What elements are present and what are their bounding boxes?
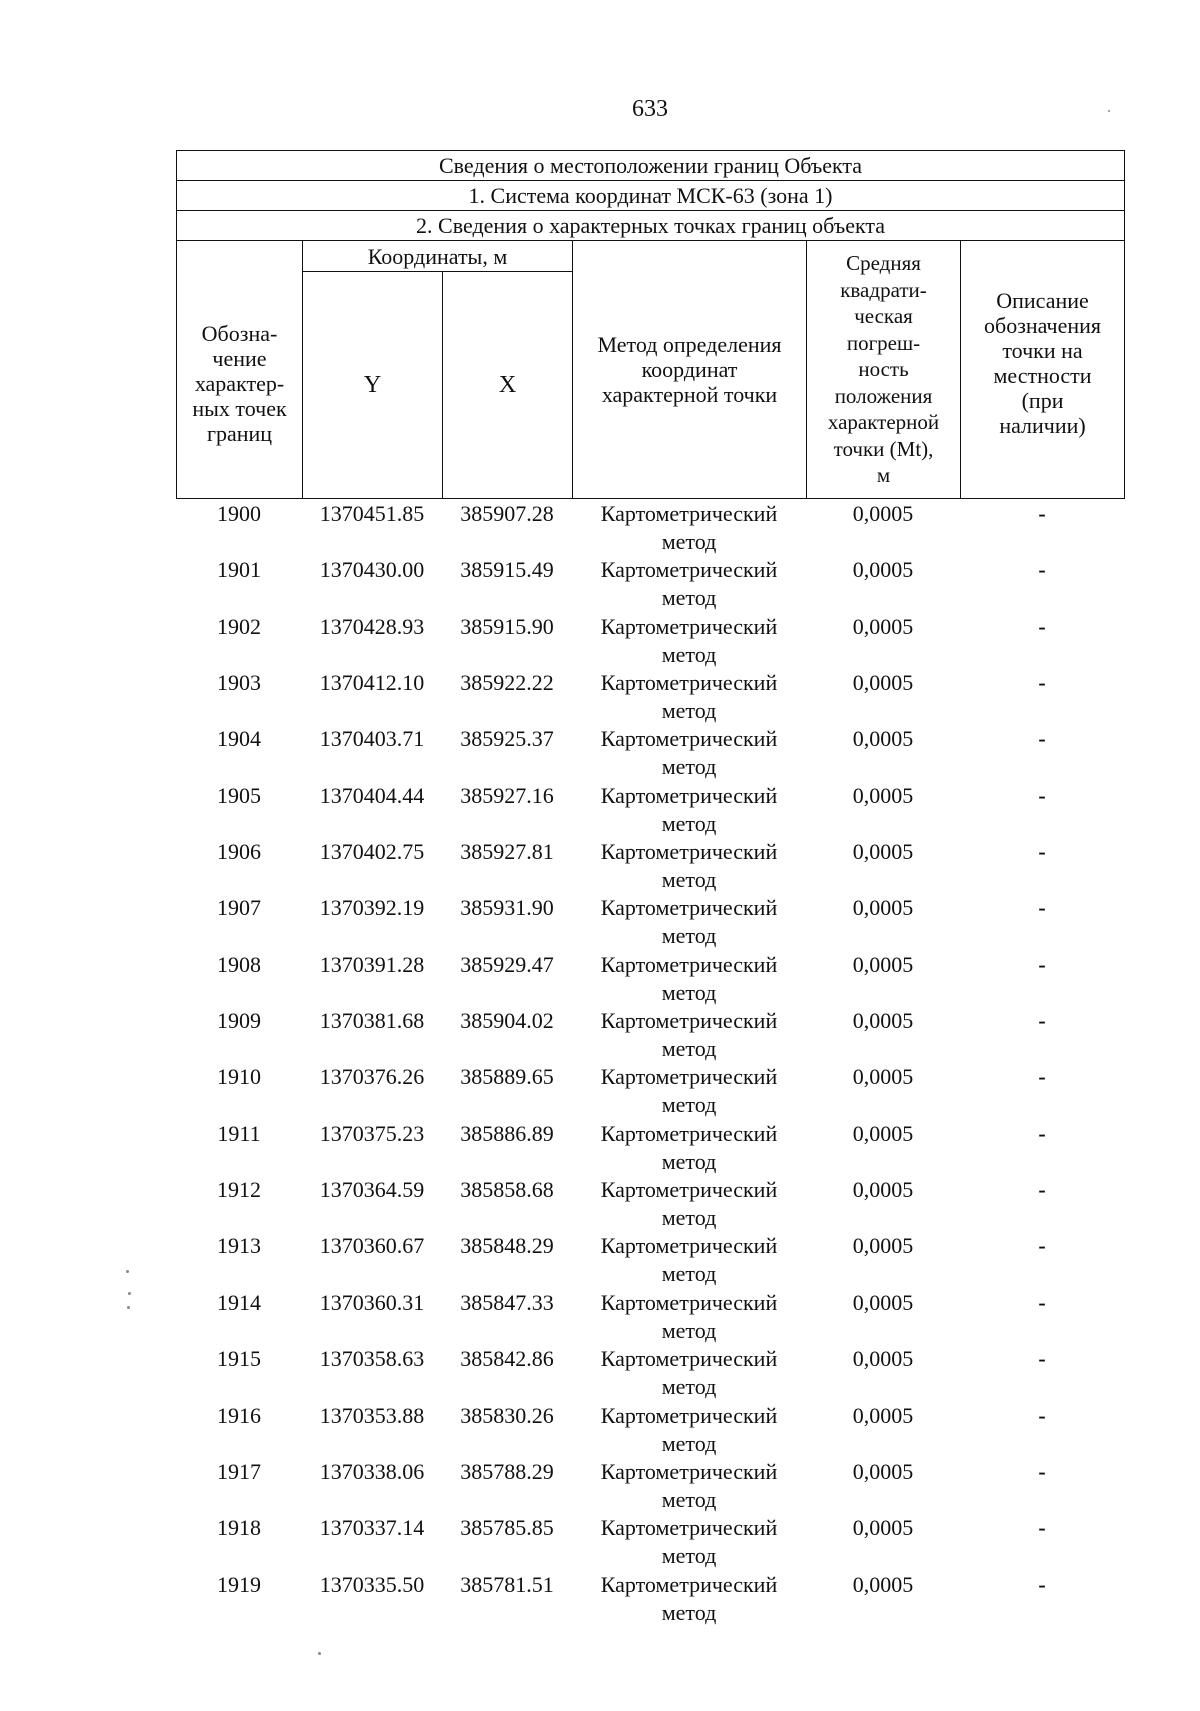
cell-point-id: 1911 xyxy=(217,1120,261,1146)
cell-coord-x: 385904.02 xyxy=(460,1008,554,1034)
cell-method: Картометрический метод xyxy=(600,1120,778,1174)
cell-coord-y: 1370376.26 xyxy=(319,1064,425,1090)
cell-description: - xyxy=(1038,557,1046,583)
cell-method: Картометрический метод xyxy=(600,1571,778,1625)
table-row xyxy=(176,725,1124,781)
cell-coord-y: 1370353.88 xyxy=(319,1402,425,1428)
cell-coord-x: 385848.29 xyxy=(460,1233,554,1259)
cell-error-value: 0,0005 xyxy=(852,1515,914,1541)
cell-point-id: 1919 xyxy=(217,1571,261,1597)
cell-point-id: 1902 xyxy=(217,613,261,639)
cell-coord-x: 385915.49 xyxy=(460,557,554,583)
cell-description: - xyxy=(1038,839,1046,865)
table-row xyxy=(176,1289,1124,1345)
cell-description: - xyxy=(1038,1515,1046,1541)
cell-coord-y: 1370360.31 xyxy=(319,1289,425,1315)
table-row xyxy=(176,556,1124,612)
cell-method: Картометрический метод xyxy=(600,1458,778,1512)
cell-error-value: 0,0005 xyxy=(852,1346,914,1372)
cell-point-id: 1904 xyxy=(217,726,261,752)
page-number: 633 xyxy=(632,96,668,122)
table-row xyxy=(176,1458,1124,1514)
cell-coord-x: 385781.51 xyxy=(460,1571,554,1597)
cell-point-id: 1903 xyxy=(217,670,261,696)
cell-method: Картометрический метод xyxy=(600,557,778,611)
cell-coord-y: 1370402.75 xyxy=(319,839,425,865)
cell-coord-x: 385907.28 xyxy=(460,501,554,526)
cell-error-value: 0,0005 xyxy=(852,1289,914,1315)
cell-description: - xyxy=(1038,1289,1046,1315)
cell-description: - xyxy=(1038,1458,1046,1484)
cell-point-id: 1914 xyxy=(217,1289,261,1315)
cell-description: - xyxy=(1038,1346,1046,1372)
cell-method: Картометрический метод xyxy=(600,1008,778,1062)
cell-method: Картометрический метод xyxy=(600,839,778,893)
scan-speck xyxy=(318,1652,321,1655)
cell-coord-y: 1370404.44 xyxy=(319,782,425,808)
cell-method: Картометрический метод xyxy=(600,1289,778,1343)
cell-description: - xyxy=(1038,1064,1046,1090)
cell-coord-x: 385842.86 xyxy=(460,1346,554,1372)
cell-error-value: 0,0005 xyxy=(852,726,914,752)
cell-coord-y: 1370403.71 xyxy=(319,726,425,752)
points-section-label: 2. Сведения о характерных точках границ объекта xyxy=(177,211,1125,241)
col-method-label: Метод определения координат характерной точки xyxy=(597,332,782,407)
cell-coord-x: 385929.47 xyxy=(460,951,554,977)
cell-coord-y: 1370428.93 xyxy=(319,613,425,639)
col-error-header xyxy=(807,241,961,499)
cell-coord-x: 385830.26 xyxy=(460,1402,554,1428)
cell-coord-y: 1370358.63 xyxy=(319,1346,425,1372)
cell-method: Картометрический метод xyxy=(600,951,778,1005)
cell-coord-y: 1370381.68 xyxy=(319,1008,425,1034)
cell-point-id: 1913 xyxy=(217,1233,261,1259)
cell-coord-x: 385847.33 xyxy=(460,1289,554,1315)
cell-coord-y: 1370391.28 xyxy=(319,951,425,977)
cell-point-id: 1912 xyxy=(217,1177,261,1203)
cell-coord-y: 1370412.10 xyxy=(319,670,425,696)
points-table-body xyxy=(176,500,1124,1627)
scan-speck xyxy=(1108,110,1110,112)
table-row xyxy=(176,838,1124,894)
cell-coord-x: 385785.85 xyxy=(460,1515,554,1541)
cell-error-value: 0,0005 xyxy=(852,895,914,921)
cell-method: Картометрический метод xyxy=(600,670,778,724)
cell-point-id: 1909 xyxy=(217,1008,261,1034)
cell-coord-x: 385889.65 xyxy=(460,1064,554,1090)
cell-description: - xyxy=(1038,1233,1046,1259)
cell-error-value: 0,0005 xyxy=(852,1064,914,1090)
cell-coord-x: 385858.68 xyxy=(460,1177,554,1203)
cell-error-value: 0,0005 xyxy=(852,1402,914,1428)
cell-description: - xyxy=(1038,951,1046,977)
cell-coord-y: 1370430.00 xyxy=(319,557,425,583)
col-designation-label: Обозна- чение характер- ных точек границ xyxy=(192,321,287,446)
cell-coord-x: 385927.81 xyxy=(460,839,554,865)
cell-error-value: 0,0005 xyxy=(852,782,914,808)
cell-coord-y: 1370335.50 xyxy=(319,1571,425,1597)
col-description-header xyxy=(961,241,1125,499)
cell-point-id: 1901 xyxy=(217,557,261,583)
cell-point-id: 1910 xyxy=(217,1064,261,1090)
cell-coord-y: 1370392.19 xyxy=(319,895,425,921)
scan-speck xyxy=(126,1270,129,1273)
table-row xyxy=(176,782,1124,838)
cell-point-id: 1908 xyxy=(217,951,261,977)
coordinate-system-label: 1. Система координат МСК-63 (зона 1) xyxy=(177,181,1125,211)
cell-point-id: 1916 xyxy=(217,1402,261,1428)
cell-point-id: 1906 xyxy=(217,839,261,865)
table-row xyxy=(176,1232,1124,1288)
cell-description: - xyxy=(1038,895,1046,921)
cell-coord-x: 385925.37 xyxy=(460,726,554,752)
col-method-header xyxy=(573,241,807,499)
table-row xyxy=(176,1063,1124,1119)
cell-description: - xyxy=(1038,726,1046,752)
cell-description: - xyxy=(1038,670,1046,696)
col-coordinates-header: Координаты, м xyxy=(303,241,573,272)
cell-coord-y: 1370337.14 xyxy=(319,1515,425,1541)
cell-method: Картометрический метод xyxy=(600,1064,778,1118)
table-row xyxy=(176,1571,1124,1627)
table-row xyxy=(176,613,1124,669)
scan-speck xyxy=(128,1292,131,1295)
cell-method: Картометрический метод xyxy=(600,1177,778,1231)
table-row xyxy=(176,1120,1124,1176)
cell-point-id: 1905 xyxy=(217,782,261,808)
table-row xyxy=(176,951,1124,1007)
cell-point-id: 1907 xyxy=(217,895,261,921)
cell-coord-x: 385931.90 xyxy=(460,895,554,921)
cell-error-value: 0,0005 xyxy=(852,951,914,977)
col-description-label: Описание обозначения точки на местности (при наличии) xyxy=(984,287,1102,438)
cell-coord-x: 385886.89 xyxy=(460,1120,554,1146)
cell-description: - xyxy=(1038,1120,1046,1146)
col-designation-header xyxy=(177,241,303,499)
cell-error-value: 0,0005 xyxy=(852,1177,914,1203)
cell-coord-y: 1370364.59 xyxy=(319,1177,425,1203)
table-row xyxy=(176,500,1124,556)
cell-error-value: 0,0005 xyxy=(852,1008,914,1034)
cell-description: - xyxy=(1038,1571,1046,1597)
cell-point-id: 1917 xyxy=(217,1458,261,1484)
cell-coord-x: 385788.29 xyxy=(460,1458,554,1484)
col-error-label: Средняя квадрати- ческая погреш- ность положения характерной точки (Mt), м xyxy=(827,251,940,488)
cell-coord-y: 1370451.85 xyxy=(319,501,425,526)
table-row xyxy=(176,669,1124,725)
cell-coord-y: 1370338.06 xyxy=(319,1458,425,1484)
cell-description: - xyxy=(1038,782,1046,808)
table-row xyxy=(176,1176,1124,1232)
cell-error-value: 0,0005 xyxy=(852,1120,914,1146)
cell-method: Картометрический метод xyxy=(600,613,778,667)
table-row xyxy=(176,1007,1124,1063)
cell-coord-x: 385922.22 xyxy=(460,670,554,696)
table-row xyxy=(176,1345,1124,1401)
cell-point-id: 1918 xyxy=(217,1515,261,1541)
cell-method: Картометрический метод xyxy=(600,1233,778,1287)
cell-error-value: 0,0005 xyxy=(852,1458,914,1484)
header-title: Сведения о местоположении границ Объекта xyxy=(177,151,1125,181)
scan-speck xyxy=(127,1306,130,1309)
cell-error-value: 0,0005 xyxy=(852,501,914,526)
cell-coord-y: 1370360.67 xyxy=(319,1233,425,1259)
col-x-header: X xyxy=(443,272,573,499)
cell-description: - xyxy=(1038,1008,1046,1034)
table-row xyxy=(176,1514,1124,1570)
cell-method: Картометрический метод xyxy=(600,1515,778,1569)
cell-error-value: 0,0005 xyxy=(852,670,914,696)
cell-description: - xyxy=(1038,1402,1046,1428)
cell-method: Картометрический метод xyxy=(600,1402,778,1456)
table-row xyxy=(176,894,1124,950)
cell-coord-y: 1370375.23 xyxy=(319,1120,425,1146)
cell-method: Картометрический метод xyxy=(600,501,778,554)
cell-method: Картометрический метод xyxy=(600,726,778,780)
cell-error-value: 0,0005 xyxy=(852,613,914,639)
cell-description: - xyxy=(1038,501,1046,526)
cell-error-value: 0,0005 xyxy=(852,1233,914,1259)
cell-error-value: 0,0005 xyxy=(852,557,914,583)
cell-coord-x: 385915.90 xyxy=(460,613,554,639)
cell-method: Картометрический метод xyxy=(600,782,778,836)
cell-point-id: 1915 xyxy=(217,1346,261,1372)
cell-description: - xyxy=(1038,613,1046,639)
boundary-header-table xyxy=(176,150,1125,499)
cell-error-value: 0,0005 xyxy=(852,839,914,865)
col-y-header: Y xyxy=(303,272,443,499)
cell-method: Картометрический метод xyxy=(600,1346,778,1400)
cell-point-id: 1900 xyxy=(217,501,261,526)
table-row xyxy=(176,1402,1124,1458)
cell-error-value: 0,0005 xyxy=(852,1571,914,1597)
cell-coord-x: 385927.16 xyxy=(460,782,554,808)
cell-method: Картометрический метод xyxy=(600,895,778,949)
cell-description: - xyxy=(1038,1177,1046,1203)
